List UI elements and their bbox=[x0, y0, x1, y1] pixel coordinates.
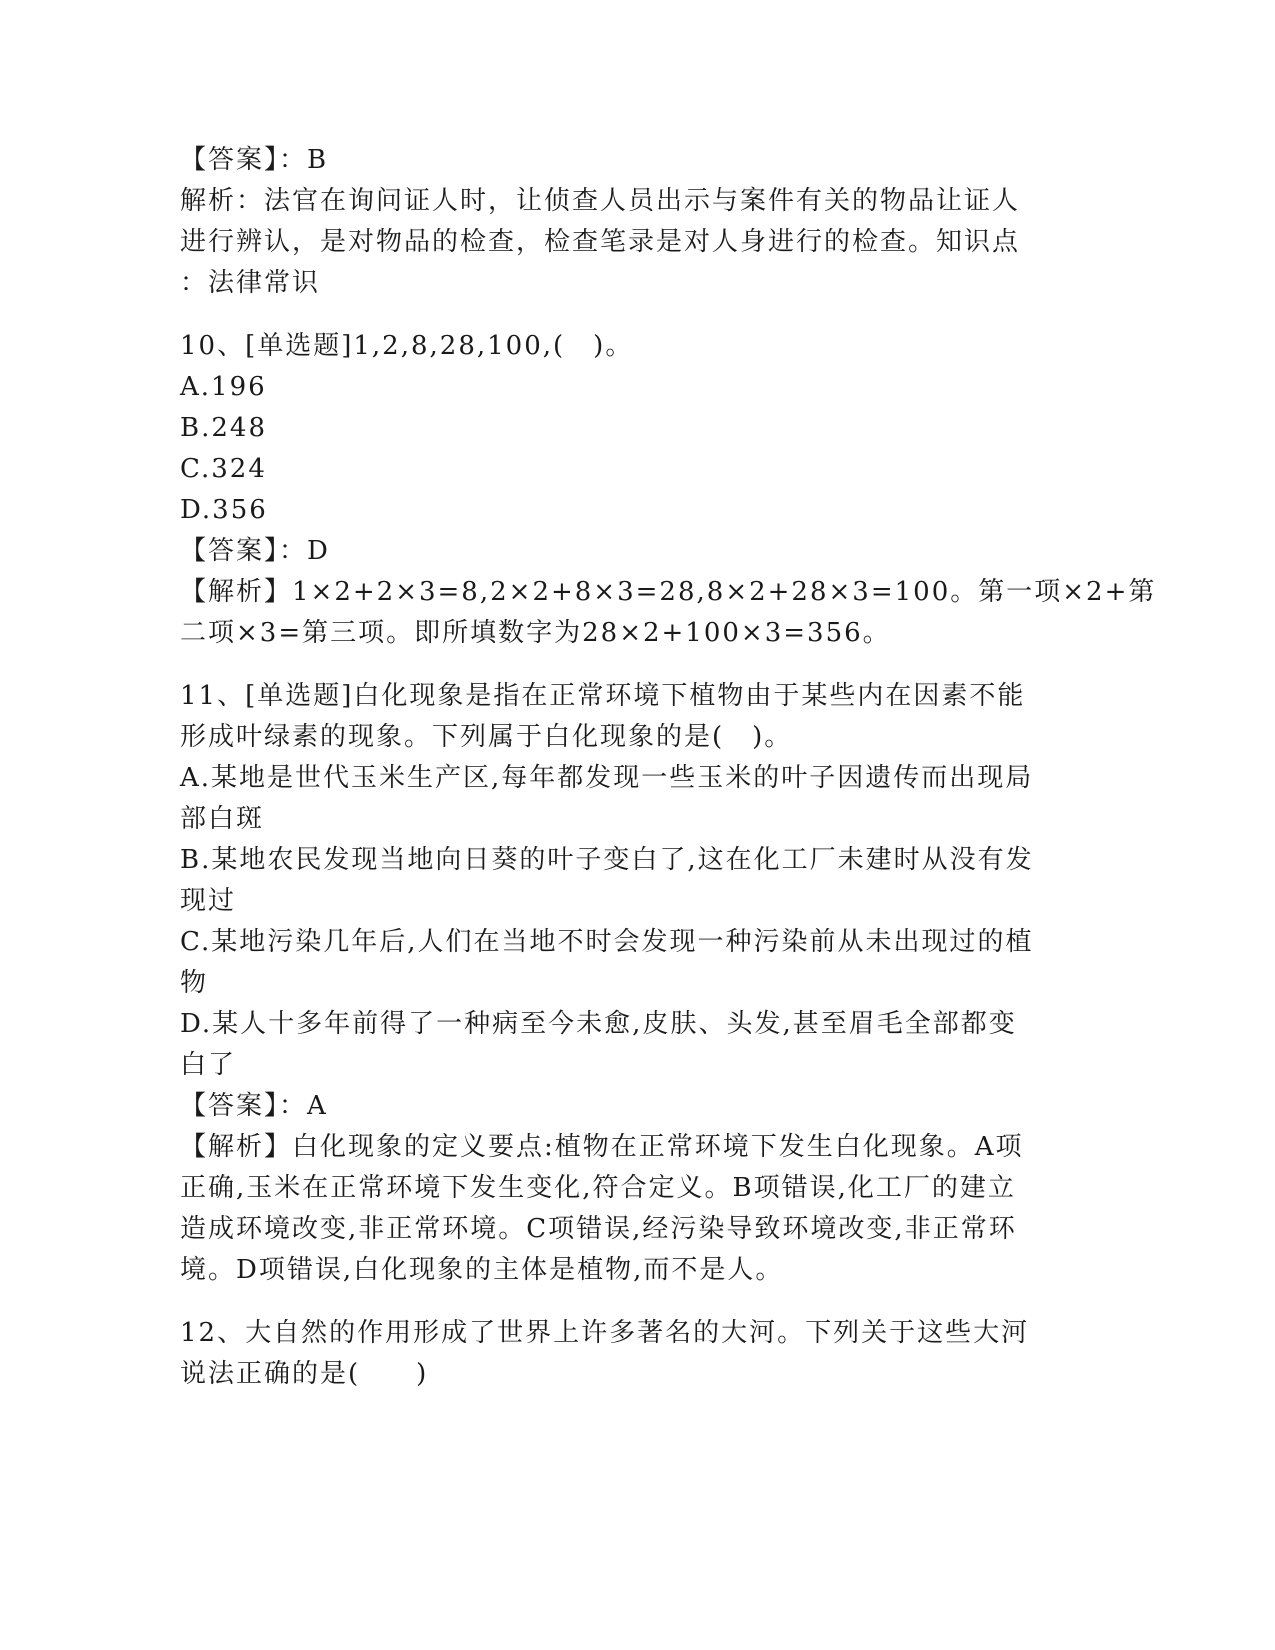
q9-analysis-line: 解析：法官在询问证人时，让侦查人员出示与案件有关的物品让证人 bbox=[180, 186, 1021, 216]
q11-stem-line: 形成叶绿素的现象。下列属于白化现象的是( )。 bbox=[180, 722, 793, 752]
q10-option-b: B.248 bbox=[180, 413, 267, 443]
document-page bbox=[180, 140, 1157, 1395]
q10-analysis-line: 【解析】1×2+2×3=8,2×2+8×3=28,8×2+28×3=100。第一项×2+第 bbox=[180, 577, 1157, 607]
q10-option-a: A.196 bbox=[180, 372, 267, 402]
q11-analysis-line: 境。D项错误,白化现象的主体是植物,而不是人。 bbox=[180, 1255, 784, 1285]
q10-option-c: C.324 bbox=[180, 454, 267, 484]
q11-answer: 【答案】：A bbox=[180, 1091, 328, 1121]
q10-answer: 【答案】：D bbox=[180, 536, 330, 566]
q10-option-d: D.356 bbox=[180, 495, 268, 525]
q11-option-line: D.某人十多年前得了一种病至今未愈,皮肤、头发,甚至眉毛全部都变 bbox=[180, 1009, 1017, 1039]
q11-option-line: 物 bbox=[180, 968, 209, 998]
q11-option-line: A.某地是世代玉米生产区,每年都发现一些玉米的叶子因遗传而出现局 bbox=[180, 763, 1034, 793]
q11-analysis-line: 【解析】白化现象的定义要点:植物在正常环境下发生白化现象。A项 bbox=[180, 1132, 1024, 1162]
q11-option-line: 白了 bbox=[180, 1050, 237, 1080]
q10-analysis-line: 二项×3=第三项。即所填数字为28×2+100×3=356。 bbox=[180, 618, 891, 648]
q11-option-line: 部白斑 bbox=[180, 804, 265, 834]
q10-stem: 10、[单选题]1,2,8,28,100,( )。 bbox=[180, 331, 634, 361]
q9-analysis-line: ：法律常识 bbox=[180, 268, 321, 298]
q11-option-line: C.某地污染几年后,人们在当地不时会发现一种污染前从未出现过的植 bbox=[180, 927, 1034, 957]
q12-stem-line: 说法正确的是( ) bbox=[180, 1359, 429, 1389]
q11-analysis-line: 正确,玉米在正常环境下发生变化,符合定义。B项错误,化工厂的建立 bbox=[180, 1173, 1016, 1203]
q11-analysis-line: 造成环境改变,非正常环境。C项错误,经污染导致环境改变,非正常环 bbox=[180, 1214, 1017, 1244]
q12-stem-line: 12、大自然的作用形成了世界上许多著名的大河。下列关于这些大河 bbox=[180, 1318, 1030, 1348]
q9-answer: 【答案】：B bbox=[180, 145, 329, 175]
q11-option-line: 现过 bbox=[180, 886, 237, 916]
q9-analysis-line: 进行辨认，是对物品的检查，检查笔录是对人身进行的检查。知识点 bbox=[180, 227, 1021, 257]
q11-stem-line: 11、[单选题]白化现象是指在正常环境下植物由于某些内在因素不能 bbox=[180, 681, 1026, 711]
q11-option-line: B.某地农民发现当地向日葵的叶子变白了,这在化工厂未建时从没有发 bbox=[180, 845, 1034, 875]
